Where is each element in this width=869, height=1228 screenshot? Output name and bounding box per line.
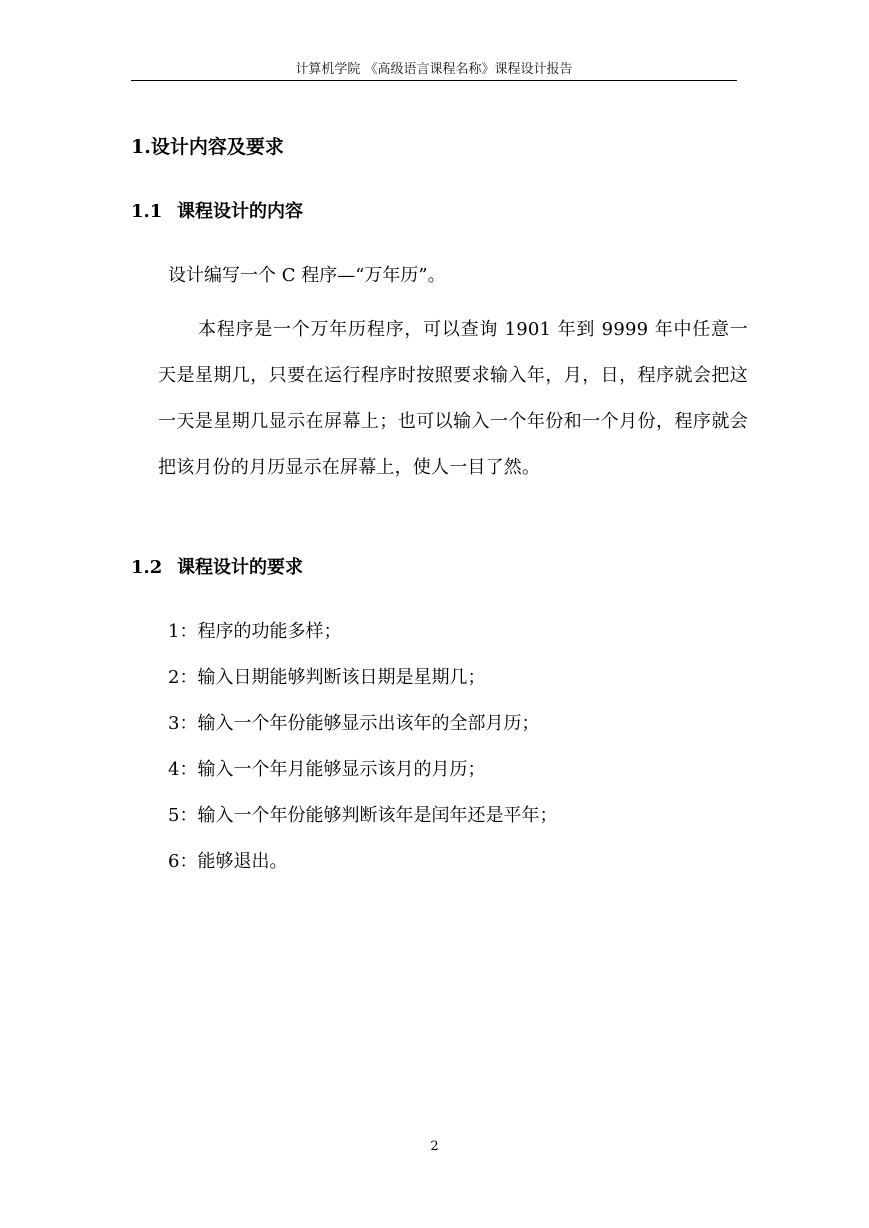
requirements-list: [168, 619, 557, 895]
section-1-1-heading: [131, 199, 303, 225]
section-1-2-number: 1.2: [131, 557, 163, 578]
requirement-item: 2：输入日期能够判断该日期是星期几；: [168, 667, 486, 688]
section-1-1-intro: 设计编写一个 C 程序—“万年历”。: [168, 265, 446, 286]
header-rule: [131, 80, 737, 81]
requirement-item: 1：程序的功能多样；: [168, 621, 342, 642]
requirement-item: 6：能够退出。: [168, 851, 288, 872]
page-number: 2: [430, 1139, 439, 1154]
requirement-item: 5：输入一个年份能够判断该年是闰年还是平年；: [168, 805, 558, 826]
requirement-item: 4：输入一个年月能够显示该月的月历；: [168, 759, 486, 780]
running-header: 计算机学院 《高级语言课程名称》课程设计报告: [295, 62, 573, 77]
section-1-heading: 1.设计内容及要求: [131, 136, 284, 158]
section-1-1-paragraph: 本程序是一个万年历程序，可以查询 1901 年到 9999 年中任意一天是星期几，只要在运行程序时按照要求输入年，月，日，程序就会把这一天是星期几显示在屏幕上；也可以输入一个年份和一个月份，程序就会把该月份的月历显示在屏幕上，使人一目了然。: [158, 319, 748, 478]
requirement-item: 3：输入一个年份能够显示出该年的全部月历；: [168, 713, 540, 734]
section-1-2-heading: [131, 555, 303, 581]
section-1-1-number: 1.1: [131, 201, 163, 222]
section-1-1-title: 课程设计的内容: [177, 201, 303, 222]
section-1-2-title: 课程设计的要求: [177, 557, 303, 578]
